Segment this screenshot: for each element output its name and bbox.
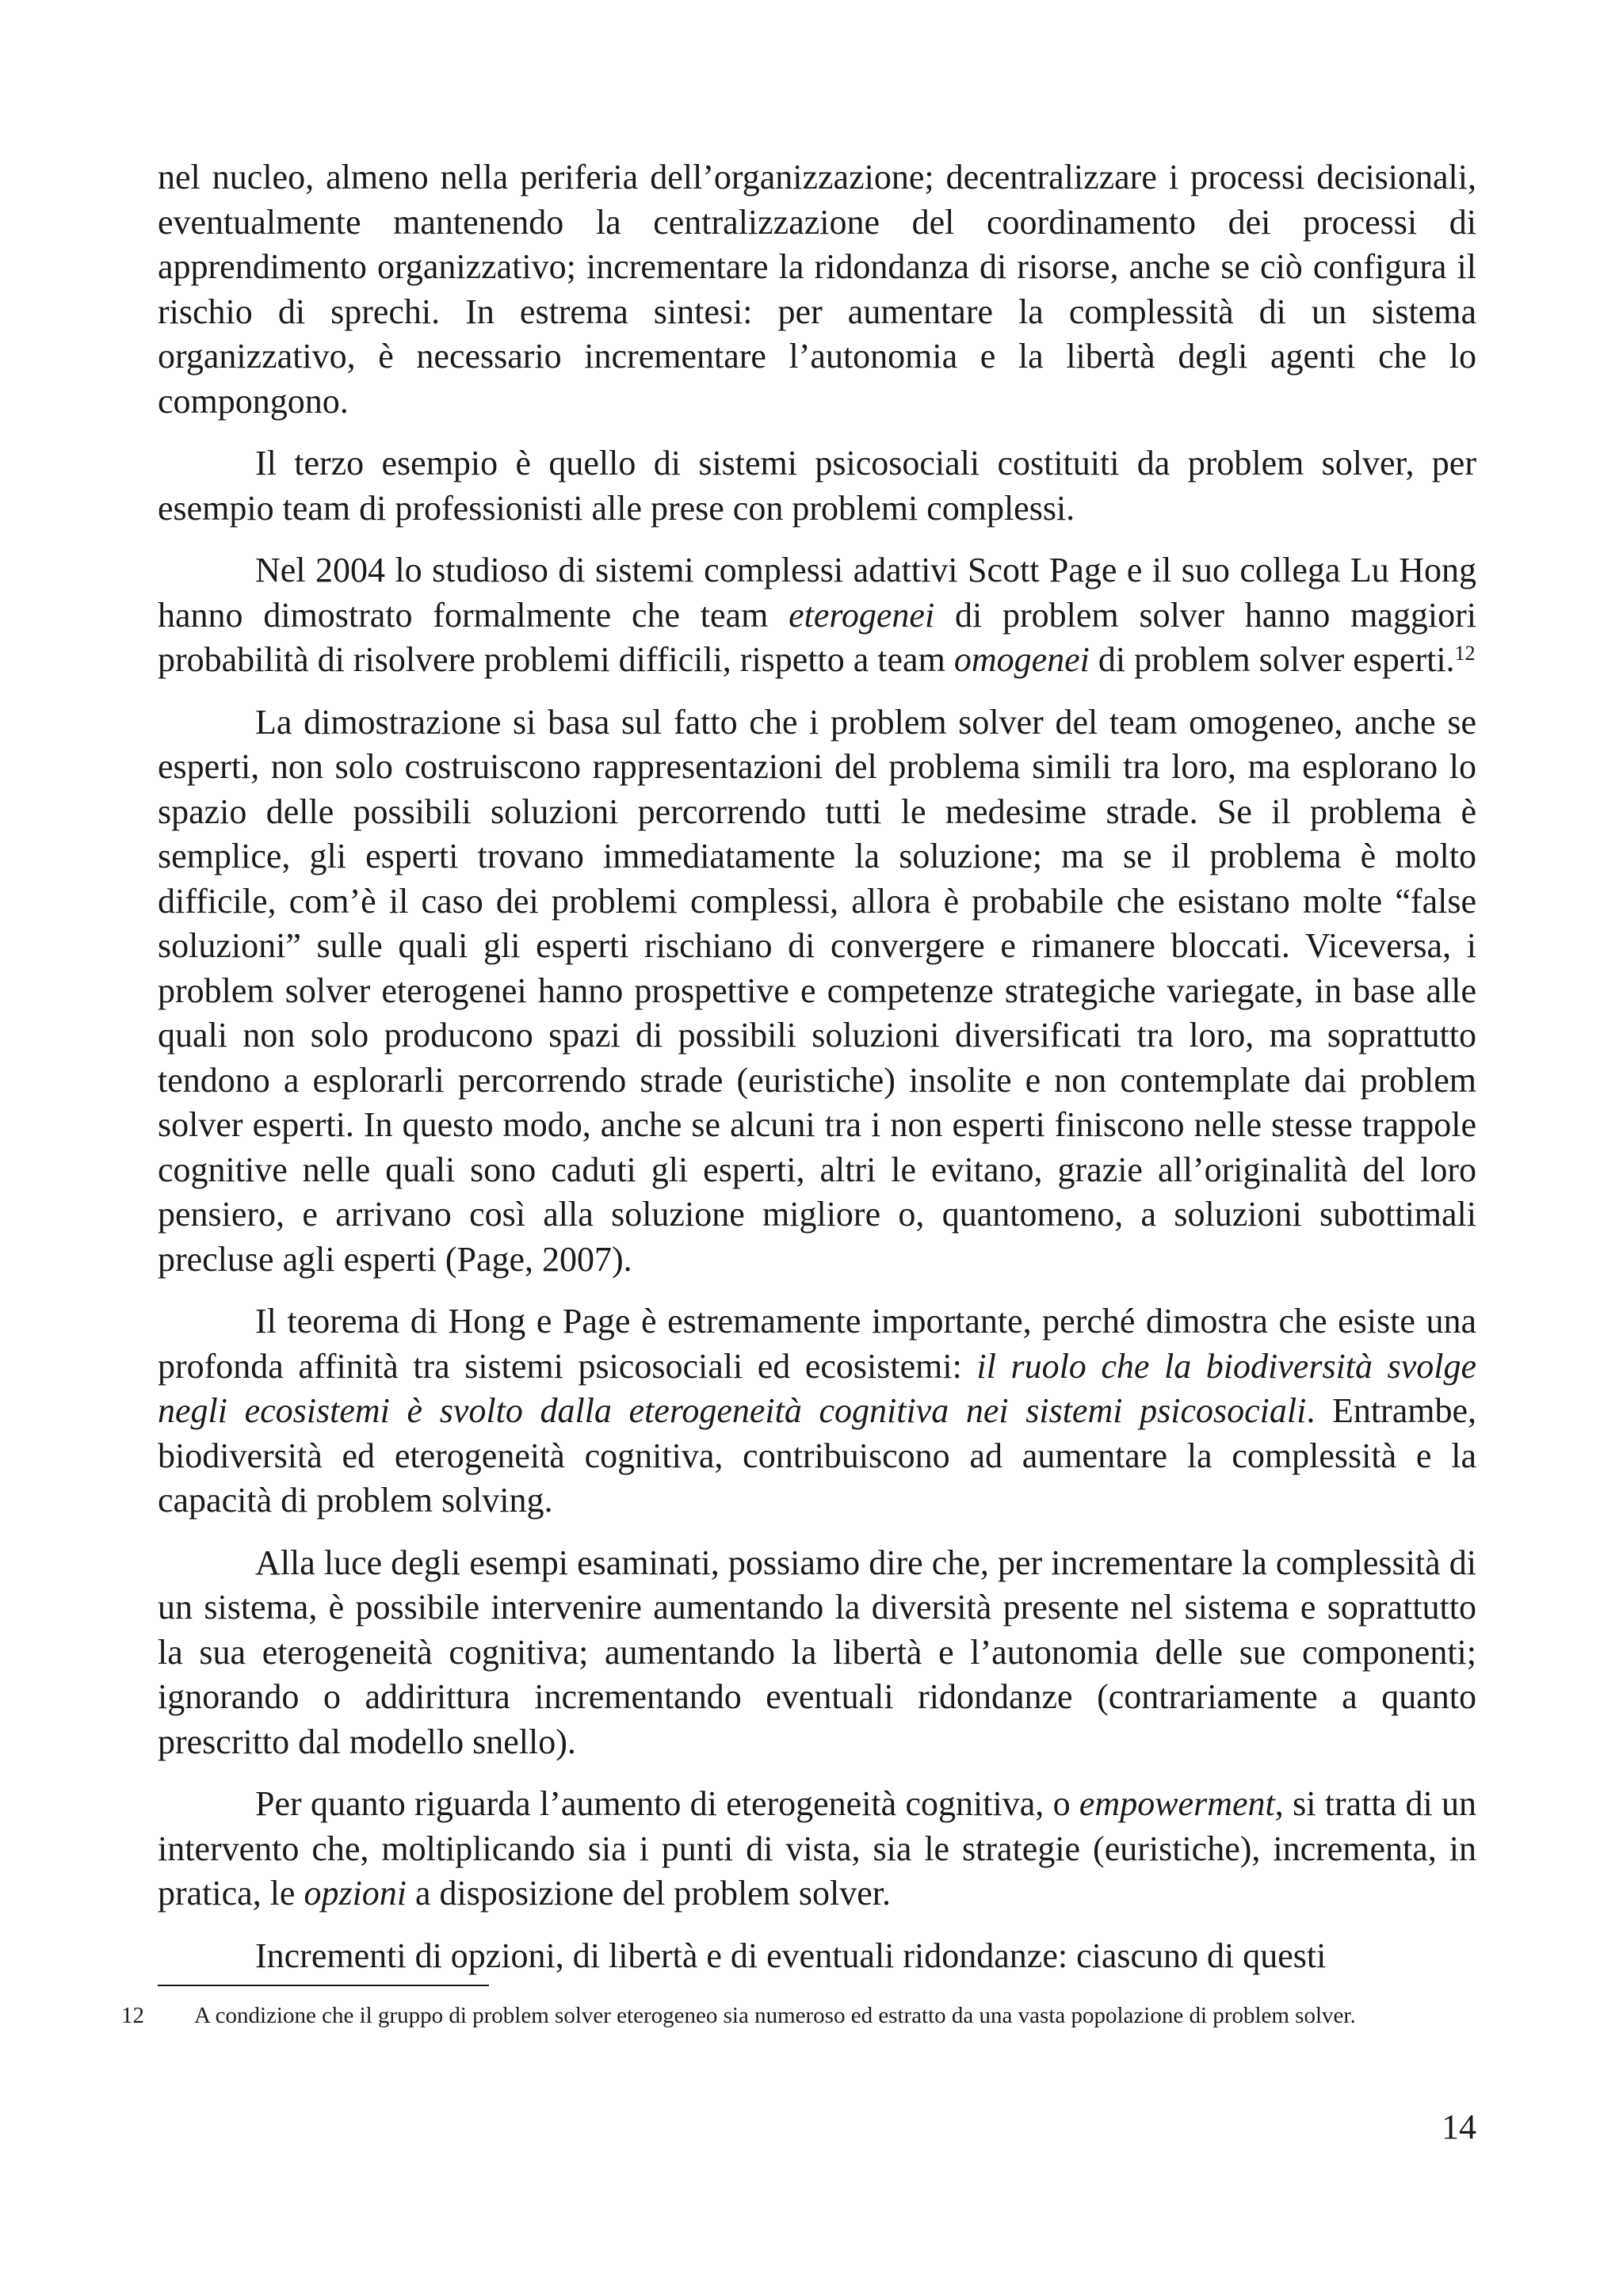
paragraph: [158, 1782, 1476, 1917]
text-run: Il terzo esempio è quello di sistemi psicosociali costituiti da problem solver, per esempio team di professionisti alle prese con problemi complessi.: [158, 444, 1476, 528]
footnote-reference: 12: [1454, 642, 1476, 666]
italic-text: eterogenei: [789, 595, 935, 635]
text-run: Incrementi di opzioni, di libertà e di eventuali ridondanze: ciascuno di questi: [255, 1936, 1327, 1975]
paragraph: [158, 1934, 1476, 1979]
text-run: Nel 2004 lo studioso di sistemi complessi adattivi Scott Page e il suo collega Lu Hong hanno dimostrato formalmente che team: [158, 551, 1476, 635]
footnote: [121, 2001, 1476, 2031]
paragraph: [158, 700, 1476, 1283]
text-run: . Entrambe, biodiversità ed eterogeneità cognitiva, contribuiscono ad aumentare la complessità e la capacità di problem solving.: [158, 1391, 1476, 1520]
text-run: Alla luce degli esempi esaminati, possiamo dire che, per incrementare la complessità di un sistema, è possibile intervenire aumentando la diversità presente nel sistema e soprattutto la sua eterogeneità cognitiva; aumentando la libertà e l’autonomia delle sue componenti; ignorando o addirittura incrementando eventuali ridondanze (contrariamente a quanto prescritto dal modello snello).: [158, 1543, 1476, 1761]
footnote-text: A condizione che il gruppo di problem solver eterogeneo sia numeroso ed estratto da una vasta popolazione di problem solver.: [194, 2003, 1356, 2028]
italic-text: opzioni: [304, 1874, 407, 1913]
text-run: a disposizione del problem solver.: [407, 1874, 892, 1913]
paragraph: [158, 155, 1476, 424]
text-run: La dimostrazione si basa sul fatto che i problem solver del team omogeneo, anche se esperti, non solo costruiscono rappresentazioni del problema simili tra loro, ma esplorano lo spazio delle possibili soluzioni percorrendo tutti le medesime strade. Se il problema è semplice, gli esperti trovano immediatamente la soluzione; ma se il problema è molto difficile, com’è il caso dei problemi complessi, allora è probabile che esistano molte “false soluzioni” sulle quali gli esperti rischiano di convergere e rimanere bloccati. Viceversa, i problem solver eterogenei hanno prospettive e competenze strategiche variegate, in base alle quali non solo producono spazi di possibili soluzioni diversificati tra loro, ma soprattutto tendono a esplorarli percorrendo strade (euristiche) insolite e non contemplate dai problem solver esperti. In questo modo, anche se alcuni tra i non esperti finiscono nelle stesse trappole cognitive nelle quali sono caduti gli esperti, altri le evitano, grazie all’originalità del loro pensiero, e arrivano così alla soluzione migliore o, quantomeno, a soluzioni subottimali precluse agli esperti (Page, 2007).: [158, 702, 1476, 1279]
paragraph: [158, 1299, 1476, 1524]
page-number: 14: [1442, 2107, 1476, 2146]
text-run: di problem solver hanno maggiori probabilità di risolvere problemi difficili, rispetto a team: [158, 595, 1476, 679]
paragraph: [158, 441, 1476, 531]
footnote-number: 12: [121, 2003, 144, 2028]
text-run: , si tratta di un intervento che, moltiplicando sia i punti di vista, sia le strategie (euristiche), incrementa, in pratica, le: [158, 1784, 1476, 1913]
text-run: Per quanto riguarda l’aumento di eterogeneità cognitiva, o: [255, 1784, 1079, 1823]
footnote-divider: [158, 1985, 489, 1986]
text-run: di problem solver esperti.: [1089, 640, 1455, 679]
italic-text: il ruolo che la biodiversità svolge negli ecosistemi è svolto dalla eterogeneità cognitiva nei sistemi psicosociali: [158, 1346, 1476, 1430]
page-body: [158, 155, 1476, 1996]
paragraph: [158, 548, 1476, 683]
text-run: nel nucleo, almeno nella periferia dell’organizzazione; decentralizzare i processi decisionali, eventualmente mantenendo la centralizzazione del coordinamento dei processi di apprendimento organizzativo; incrementare la ridondanza di risorse, anche se ciò configura il rischio di sprechi. In estrema sintesi: per aumentare la complessità di un sistema organizzativo, è necessario incrementare l’autonomia e la libertà degli agenti che lo compongono.: [158, 158, 1476, 421]
italic-text: empowerment: [1079, 1784, 1275, 1823]
italic-text: omogenei: [953, 640, 1090, 679]
text-run: Il teorema di Hong e Page è estremamente importante, perché dimostra che esiste una profonda affinità tra sistemi psicosociali ed ecosistemi:: [158, 1302, 1476, 1386]
body-text: [158, 155, 1476, 1978]
paragraph: [158, 1541, 1476, 1765]
